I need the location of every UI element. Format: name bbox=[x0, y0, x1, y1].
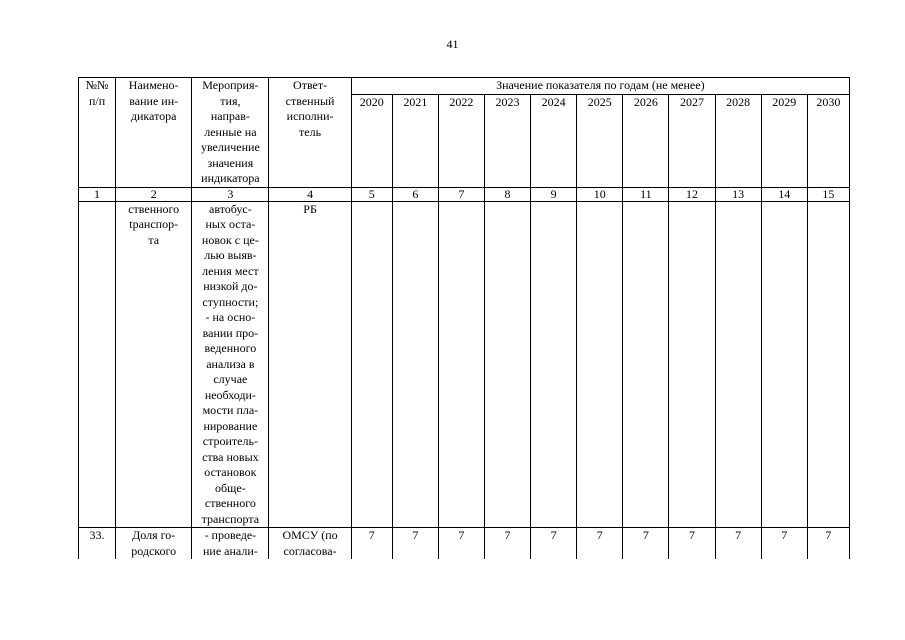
column-index: 13 bbox=[715, 187, 761, 201]
row-num: 33. bbox=[79, 528, 116, 560]
row-num bbox=[79, 201, 116, 528]
value-cell: 7 bbox=[351, 528, 392, 560]
header-year: 2023 bbox=[484, 94, 530, 187]
row-responsible: ОМСУ (по согласова- bbox=[269, 528, 351, 560]
table-row-33 bbox=[79, 528, 850, 560]
header-year: 2030 bbox=[807, 94, 849, 187]
value-cell bbox=[761, 201, 807, 528]
value-cell bbox=[392, 201, 438, 528]
header-row bbox=[79, 78, 850, 95]
value-cell bbox=[577, 201, 623, 528]
header-year: 2028 bbox=[715, 94, 761, 187]
value-cell: 7 bbox=[531, 528, 577, 560]
value-cell bbox=[531, 201, 577, 528]
header-year: 2027 bbox=[669, 94, 715, 187]
row-indicator: ственного tранспор- та bbox=[116, 201, 192, 528]
column-index: 5 bbox=[351, 187, 392, 201]
row-measures: автобус- ных оста- новок с це- лью выяв- ления мест низкой до- ступности; - на осно- вании про- веденного анализа в случае необходи- мости пла- нирование строитель- ства новых остановок обще- ственного транспорта bbox=[192, 201, 269, 528]
value-cell: 7 bbox=[761, 528, 807, 560]
value-cell bbox=[807, 201, 849, 528]
column-index: 7 bbox=[438, 187, 484, 201]
indicator-table bbox=[78, 77, 850, 559]
column-index: 10 bbox=[577, 187, 623, 201]
header-year: 2021 bbox=[392, 94, 438, 187]
header-responsible: Ответ- ственный исполни- тель bbox=[269, 78, 351, 188]
header-year: 2026 bbox=[623, 94, 669, 187]
column-index: 1 bbox=[79, 187, 116, 201]
column-index: 4 bbox=[269, 187, 351, 201]
value-cell bbox=[351, 201, 392, 528]
row-indicator: Доля го- родского bbox=[116, 528, 192, 560]
column-index: 12 bbox=[669, 187, 715, 201]
value-cell: 7 bbox=[669, 528, 715, 560]
column-index: 11 bbox=[623, 187, 669, 201]
column-index: 6 bbox=[392, 187, 438, 201]
value-cell bbox=[669, 201, 715, 528]
header-year: 2020 bbox=[351, 94, 392, 187]
header-num: №№ п/п bbox=[79, 78, 116, 188]
value-cell bbox=[623, 201, 669, 528]
page-number: 41 bbox=[446, 37, 459, 51]
column-index: 15 bbox=[807, 187, 849, 201]
header-measures: Мероприя- тия, направ- ленные на увеличение значения индикатора bbox=[192, 78, 269, 188]
header-year: 2025 bbox=[577, 94, 623, 187]
column-index: 9 bbox=[531, 187, 577, 201]
value-cell: 7 bbox=[484, 528, 530, 560]
row-measures: - проведе- ние анали- bbox=[192, 528, 269, 560]
header-year: 2024 bbox=[531, 94, 577, 187]
column-index: 2 bbox=[116, 187, 192, 201]
header-indicator: Наимено- вание ин- дикатора bbox=[116, 78, 192, 188]
value-cell: 7 bbox=[438, 528, 484, 560]
value-cell bbox=[715, 201, 761, 528]
header-year: 2022 bbox=[438, 94, 484, 187]
value-cell bbox=[484, 201, 530, 528]
value-cell: 7 bbox=[807, 528, 849, 560]
value-cell: 7 bbox=[715, 528, 761, 560]
column-index: 3 bbox=[192, 187, 269, 201]
row-responsible: РБ bbox=[269, 201, 351, 528]
column-index-row bbox=[79, 187, 850, 201]
column-index: 14 bbox=[761, 187, 807, 201]
value-cell bbox=[438, 201, 484, 528]
header-year: 2029 bbox=[761, 94, 807, 187]
value-cell: 7 bbox=[392, 528, 438, 560]
header-values-group: Значение показателя по годам (не менее) bbox=[351, 78, 849, 95]
value-cell: 7 bbox=[577, 528, 623, 560]
column-index: 8 bbox=[484, 187, 530, 201]
table-row-continued bbox=[79, 201, 850, 528]
value-cell: 7 bbox=[623, 528, 669, 560]
